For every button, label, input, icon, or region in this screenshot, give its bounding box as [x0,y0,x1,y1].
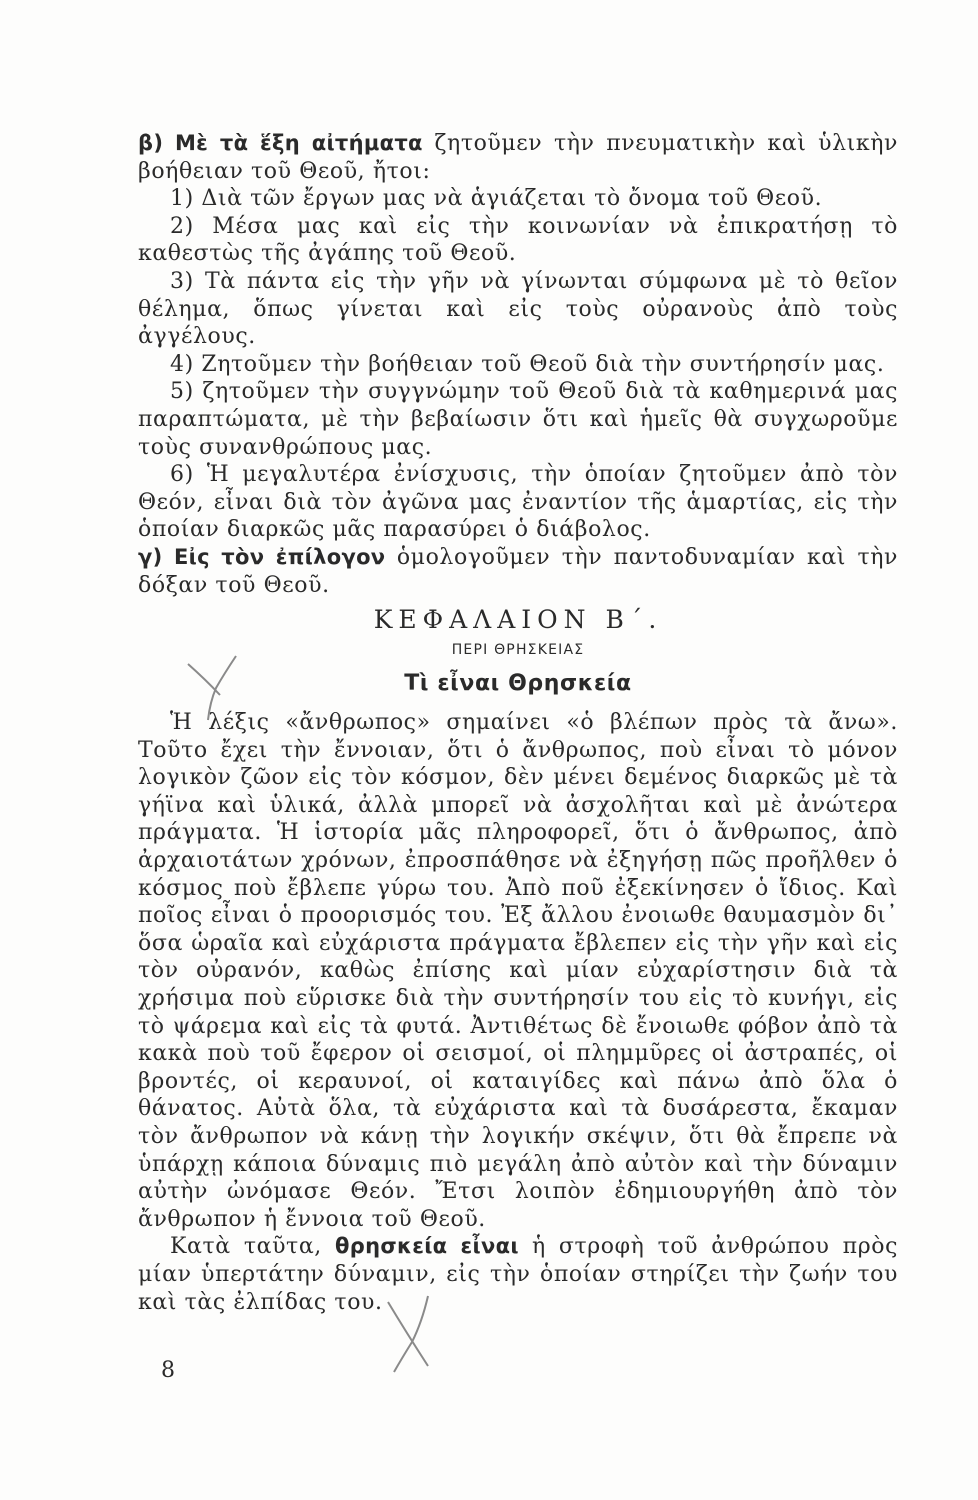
list-item: 4) Ζητοῦμεν τὴν βοήθειαν τοῦ Θεοῦ διὰ τὴν συντήρησίν μας. [170,351,885,377]
list-item: 6) Ἡ μεγαλυτέρα ἐνίσχυσις, τὴν ὁποίαν ζητοῦμεν ἀπὸ τὸν Θεόν, εἶναι διὰ τὸν ἀγῶνα μας ἐναντίον τῆς ἁμαρτίας, εἰς τὴν ὁποίαν διαρκῶς μᾶς παρασύρει ὁ διάβολος. [138,462,898,543]
body-paragraph-2-bold: θρησκεία εἶναι [335,1234,519,1259]
page-number: 8 [161,1358,175,1383]
list-item: 2) Μέσα μας καὶ εἰς τὴν κοινωνίαν νὰ ἐπικρατήσῃ τὸ καθεστὼς τῆς ἀγάπης τοῦ Θεοῦ. [138,213,898,267]
body-paragraph-2 [138,1233,898,1316]
list-item: 5) ζητοῦμεν τὴν συγγνώμην τοῦ Θεοῦ διὰ τὰ καθημερινά μας παραπτώματα, μὲ τὴν βεβαίωσιν ὅτι καὶ ἡμεῖς θὰ συγχωροῦμε τοὺς συνανθρώπους μας. [138,379,898,460]
body-paragraph-2-start: Κατὰ ταῦτα, [170,1234,336,1260]
section-gamma-text: ὁμολογοῦμεν τὴν παντοδυναμίαν καὶ τὴν δόξαν τοῦ Θεοῦ. [138,544,898,598]
section-gamma-label: γ) Εἰς τὸν ἐπίλογον [138,544,386,569]
section-beta-text: ζητοῦμεν τὴν πνευματικὴν καὶ ὑλικὴν βοήθειαν τοῦ Θεοῦ, ἤτοι: [138,131,898,184]
chapter-subtitle: ΠΕΡΙ ΘΡΗΣΚΕΙΑΣ [451,642,585,659]
section-beta-paragraph [138,130,898,185]
page-text [138,130,898,1316]
body-paragraph-1: Ἡ λέξις «ἄνθρωπος» σημαίνει «ὁ βλέπων πρὸς τὰ ἄνω». Τοῦτο ἔχει τὴν ἔννοιαν, ὅτι ὁ ἄνθρωπος, ποὺ εἶναι τὸ μόνον λογικὸν ζῶον εἰς τὸν κόσμον, δὲν μένει δεμένος διαρκῶς μὲ τὰ γήϊνα καὶ ὑλικά, ἀλλὰ μπορεῖ νὰ ἀσχολῆται καὶ μὲ ἀνώτερα πράγματα. Ἡ ἱστορία μᾶς πληροφορεῖ, ὅτι ὁ ἄνθρωπος, ἀπὸ ἀρχαιοτάτων χρόνων, ἐπροσπάθησε νὰ ἐξηγήσῃ πῶς προῆλθεν ὁ κόσμος ποὺ ἔβλεπε γύρω του. Ἀπὸ ποῦ ἐξεκίνησεν ὁ ἴδιος. Καὶ ποῖος εἶναι ὁ προορισμός του. Ἐξ ἄλλου ἐνοιωθε θαυμασμὸν δι᾽ ὅσα ὡραῖα καὶ εὐχάριστα πράγματα ἔβλεπεν εἰς τὴν γῆν καὶ εἰς τὸν οὐρανόν, καθὼς ἐπίσης καὶ μίαν εὐχαρίστησιν διὰ τὰ χρήσιμα ποὺ εὕρισκε διὰ τὴν συντήρησίν του εἰς τὸ κυνήγι, εἰς τὸ ψάρεμα καὶ εἰς τὰ φυτά. Ἀντιθέτως δὲ ἔνοιωθε φόβον ἀπὸ τὰ κακὰ ποὺ τοῦ ἔφερον οἱ σεισμοί, οἱ πλημμῦρες οἱ ἀστραπές, οἱ βροντές, οἱ κεραυνοί, οἱ καταιγίδες καὶ πάνω ἀπὸ ὅλα ὁ θάνατος. Αὐτὰ ὅλα, τὰ εὐχάριστα καὶ τὰ δυσάρεστα, ἔκαμαν τὸν ἄνθρωπον νὰ κάνῃ τὴν λογικήν σκέψιν, ὅτι θὰ ἔπρεπε νὰ ὑπάρχῃ κάποια δύναμις πιὸ μεγάλη ἀπὸ αὐτὸν καὶ τὴν δύναμιν αὐτὴν ὠνόμασε Θεόν. Ἔτσι λοιπὸν ἐδημιουργήθη ἀπὸ τὸν ἄνθρωπον ἡ ἔννοια τοῦ Θεοῦ. [138,710,898,1232]
list-item: 3) Τὰ πάντα εἰς τὴν γῆν νὰ γίνωνται σύμφωνα μὲ τὸ θεῖον θέλημα, ὅπως γίνεται καὶ εἰς τοὺς οὐρανοὺς ἀπὸ τοὺς ἀγγέλους. [138,268,898,350]
section-beta-label: β) Μὲ τὰ ἕξη αἰτήματα [138,131,423,155]
body-paragraph-2-end: ἡ στροφὴ τοῦ ἀνθρώπου πρὸς μίαν ὑπερτάτην δύναμιν, εἰς τὴν ὁποίαν στηρίζει τὴν ζωήν του καὶ τὰς ἐλπίδας του. [138,1234,899,1315]
list-item: 1) Διὰ τῶν ἔργων μας νὰ ἁγιάζεται τὸ ὄνομα τοῦ Θεοῦ. [170,186,823,212]
chapter-title: ΚΕΦΑΛΑΙΟΝ Β΄. [373,605,663,635]
section-title: Τὶ εἶναι Θρησκεία [404,671,632,697]
section-gamma-paragraph [138,544,898,599]
